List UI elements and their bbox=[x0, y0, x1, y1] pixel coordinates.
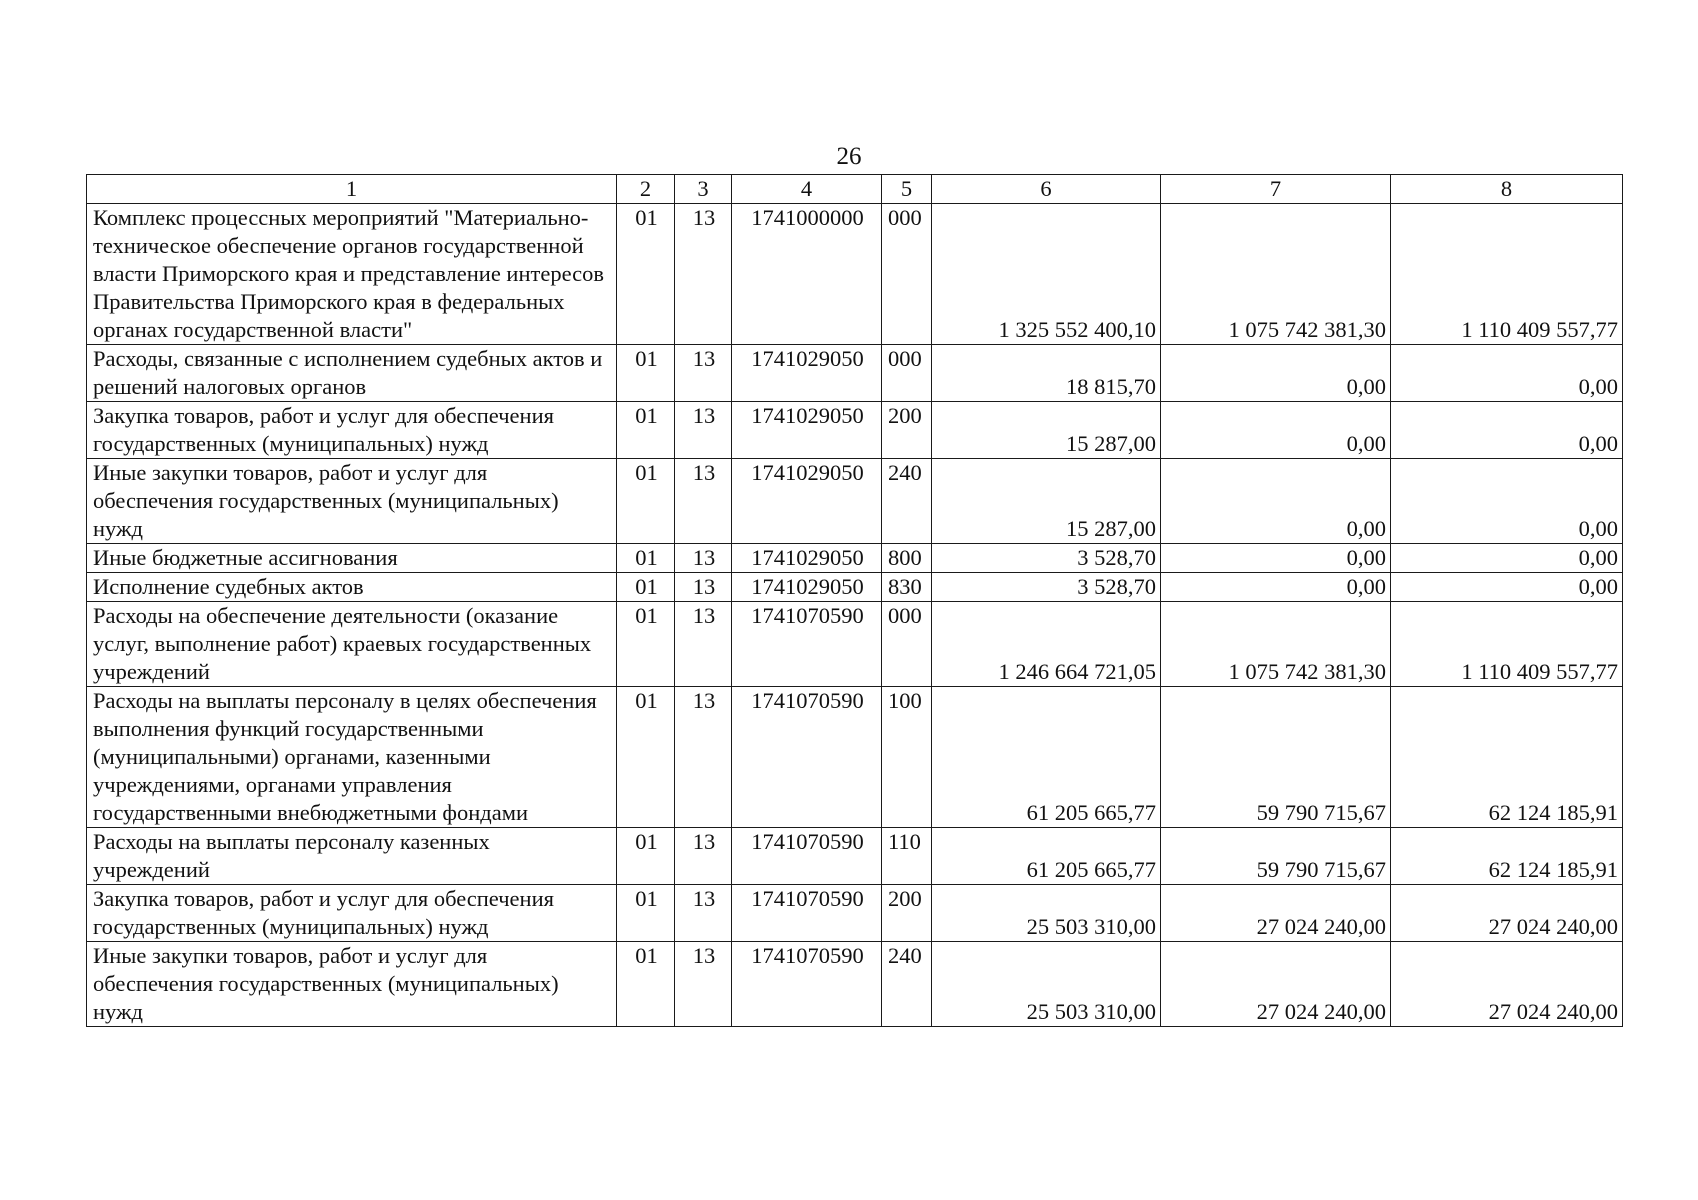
amount-col7-cell: 59 790 715,67 bbox=[1161, 828, 1391, 885]
subsection-code-cell: 13 bbox=[675, 828, 732, 885]
column-header: 1 bbox=[87, 175, 617, 204]
table-row bbox=[87, 828, 1623, 885]
target-article-cell: 1741070590 bbox=[732, 828, 882, 885]
amount-col8-cell: 1 110 409 557,77 bbox=[1391, 602, 1623, 687]
subsection-code-cell: 13 bbox=[675, 459, 732, 544]
subsection-code-cell: 13 bbox=[675, 573, 732, 602]
expense-type-cell: 000 bbox=[882, 345, 932, 402]
table-header-row bbox=[87, 175, 1623, 204]
target-article-cell: 1741000000 bbox=[732, 204, 882, 345]
amount-col8-cell: 0,00 bbox=[1391, 345, 1623, 402]
target-article-cell: 1741070590 bbox=[732, 687, 882, 828]
row-name-cell: Иные закупки товаров, работ и услуг для обеспечения государственных (муниципальных) нужд bbox=[87, 459, 617, 544]
column-header: 6 bbox=[932, 175, 1161, 204]
expense-type-cell: 110 bbox=[882, 828, 932, 885]
expense-type-cell: 240 bbox=[882, 942, 932, 1027]
expense-type-cell: 100 bbox=[882, 687, 932, 828]
amount-col7-cell: 27 024 240,00 bbox=[1161, 885, 1391, 942]
amount-col8-cell: 0,00 bbox=[1391, 573, 1623, 602]
subsection-code-cell: 13 bbox=[675, 544, 732, 573]
target-article-cell: 1741029050 bbox=[732, 459, 882, 544]
column-header: 5 bbox=[882, 175, 932, 204]
amount-col8-cell: 0,00 bbox=[1391, 402, 1623, 459]
expense-type-cell: 000 bbox=[882, 602, 932, 687]
table-row bbox=[87, 602, 1623, 687]
amount-col7-cell: 1 075 742 381,30 bbox=[1161, 602, 1391, 687]
row-name-cell: Иные закупки товаров, работ и услуг для обеспечения государственных (муниципальных) нужд bbox=[87, 942, 617, 1027]
row-name-cell: Закупка товаров, работ и услуг для обеспечения государственных (муниципальных) нужд bbox=[87, 402, 617, 459]
row-name-cell: Исполнение судебных актов bbox=[87, 573, 617, 602]
target-article-cell: 1741070590 bbox=[732, 602, 882, 687]
amount-col6-cell: 61 205 665,77 bbox=[932, 687, 1161, 828]
page-number: 26 bbox=[836, 143, 862, 170]
expense-type-cell: 200 bbox=[882, 402, 932, 459]
row-name-cell: Расходы на выплаты персоналу казенных учреждений bbox=[87, 828, 617, 885]
table-row bbox=[87, 687, 1623, 828]
table-row bbox=[87, 204, 1623, 345]
amount-col7-cell: 0,00 bbox=[1161, 544, 1391, 573]
expense-type-cell: 240 bbox=[882, 459, 932, 544]
table-row bbox=[87, 885, 1623, 942]
table-row bbox=[87, 942, 1623, 1027]
expense-type-cell: 830 bbox=[882, 573, 932, 602]
target-article-cell: 1741070590 bbox=[732, 942, 882, 1027]
target-article-cell: 1741029050 bbox=[732, 402, 882, 459]
target-article-cell: 1741070590 bbox=[732, 885, 882, 942]
section-code-cell: 01 bbox=[617, 459, 675, 544]
target-article-cell: 1741029050 bbox=[732, 345, 882, 402]
subsection-code-cell: 13 bbox=[675, 602, 732, 687]
section-code-cell: 01 bbox=[617, 942, 675, 1027]
expense-type-cell: 200 bbox=[882, 885, 932, 942]
amount-col8-cell: 62 124 185,91 bbox=[1391, 828, 1623, 885]
subsection-code-cell: 13 bbox=[675, 345, 732, 402]
table-row bbox=[87, 345, 1623, 402]
amount-col7-cell: 59 790 715,67 bbox=[1161, 687, 1391, 828]
amount-col8-cell: 27 024 240,00 bbox=[1391, 885, 1623, 942]
section-code-cell: 01 bbox=[617, 204, 675, 345]
amount-col6-cell: 18 815,70 bbox=[932, 345, 1161, 402]
column-header: 2 bbox=[617, 175, 675, 204]
amount-col7-cell: 27 024 240,00 bbox=[1161, 942, 1391, 1027]
row-name-cell: Расходы, связанные с исполнением судебных актов и решений налоговых органов bbox=[87, 345, 617, 402]
expense-type-cell: 000 bbox=[882, 204, 932, 345]
amount-col8-cell: 27 024 240,00 bbox=[1391, 942, 1623, 1027]
amount-col6-cell: 3 528,70 bbox=[932, 573, 1161, 602]
table-row bbox=[87, 402, 1623, 459]
subsection-code-cell: 13 bbox=[675, 204, 732, 345]
row-name-cell: Комплекс процессных мероприятий "Материально-техническое обеспечение органов государственной власти Приморского края и представление интересов Правительства Приморского края в федеральных органах государственной власти" bbox=[87, 204, 617, 345]
amount-col7-cell: 0,00 bbox=[1161, 459, 1391, 544]
amount-col6-cell: 15 287,00 bbox=[932, 459, 1161, 544]
column-header: 3 bbox=[675, 175, 732, 204]
amount-col7-cell: 0,00 bbox=[1161, 573, 1391, 602]
section-code-cell: 01 bbox=[617, 544, 675, 573]
amount-col7-cell: 0,00 bbox=[1161, 345, 1391, 402]
subsection-code-cell: 13 bbox=[675, 942, 732, 1027]
section-code-cell: 01 bbox=[617, 402, 675, 459]
amount-col6-cell: 3 528,70 bbox=[932, 544, 1161, 573]
section-code-cell: 01 bbox=[617, 602, 675, 687]
column-header: 8 bbox=[1391, 175, 1623, 204]
section-code-cell: 01 bbox=[617, 828, 675, 885]
budget-table bbox=[86, 174, 1623, 1027]
amount-col6-cell: 25 503 310,00 bbox=[932, 942, 1161, 1027]
column-header: 7 bbox=[1161, 175, 1391, 204]
table-row bbox=[87, 573, 1623, 602]
section-code-cell: 01 bbox=[617, 885, 675, 942]
row-name-cell: Иные бюджетные ассигнования bbox=[87, 544, 617, 573]
row-name-cell: Расходы на обеспечение деятельности (оказание услуг, выполнение работ) краевых государственных учреждений bbox=[87, 602, 617, 687]
table-row bbox=[87, 459, 1623, 544]
amount-col6-cell: 15 287,00 bbox=[932, 402, 1161, 459]
amount-col6-cell: 25 503 310,00 bbox=[932, 885, 1161, 942]
target-article-cell: 1741029050 bbox=[732, 573, 882, 602]
section-code-cell: 01 bbox=[617, 687, 675, 828]
column-header: 4 bbox=[732, 175, 882, 204]
expense-type-cell: 800 bbox=[882, 544, 932, 573]
amount-col6-cell: 61 205 665,77 bbox=[932, 828, 1161, 885]
amount-col8-cell: 0,00 bbox=[1391, 544, 1623, 573]
table-row bbox=[87, 544, 1623, 573]
subsection-code-cell: 13 bbox=[675, 687, 732, 828]
row-name-cell: Закупка товаров, работ и услуг для обеспечения государственных (муниципальных) нужд bbox=[87, 885, 617, 942]
row-name-cell: Расходы на выплаты персоналу в целях обеспечения выполнения функций государственными (муниципальными) органами, казенными учреждениями, органами управления государственными внебюджетными фондами bbox=[87, 687, 617, 828]
target-article-cell: 1741029050 bbox=[732, 544, 882, 573]
amount-col8-cell: 1 110 409 557,77 bbox=[1391, 204, 1623, 345]
subsection-code-cell: 13 bbox=[675, 402, 732, 459]
amount-col6-cell: 1 325 552 400,10 bbox=[932, 204, 1161, 345]
subsection-code-cell: 13 bbox=[675, 885, 732, 942]
amount-col7-cell: 0,00 bbox=[1161, 402, 1391, 459]
amount-col8-cell: 0,00 bbox=[1391, 459, 1623, 544]
amount-col7-cell: 1 075 742 381,30 bbox=[1161, 204, 1391, 345]
amount-col6-cell: 1 246 664 721,05 bbox=[932, 602, 1161, 687]
section-code-cell: 01 bbox=[617, 573, 675, 602]
section-code-cell: 01 bbox=[617, 345, 675, 402]
amount-col8-cell: 62 124 185,91 bbox=[1391, 687, 1623, 828]
